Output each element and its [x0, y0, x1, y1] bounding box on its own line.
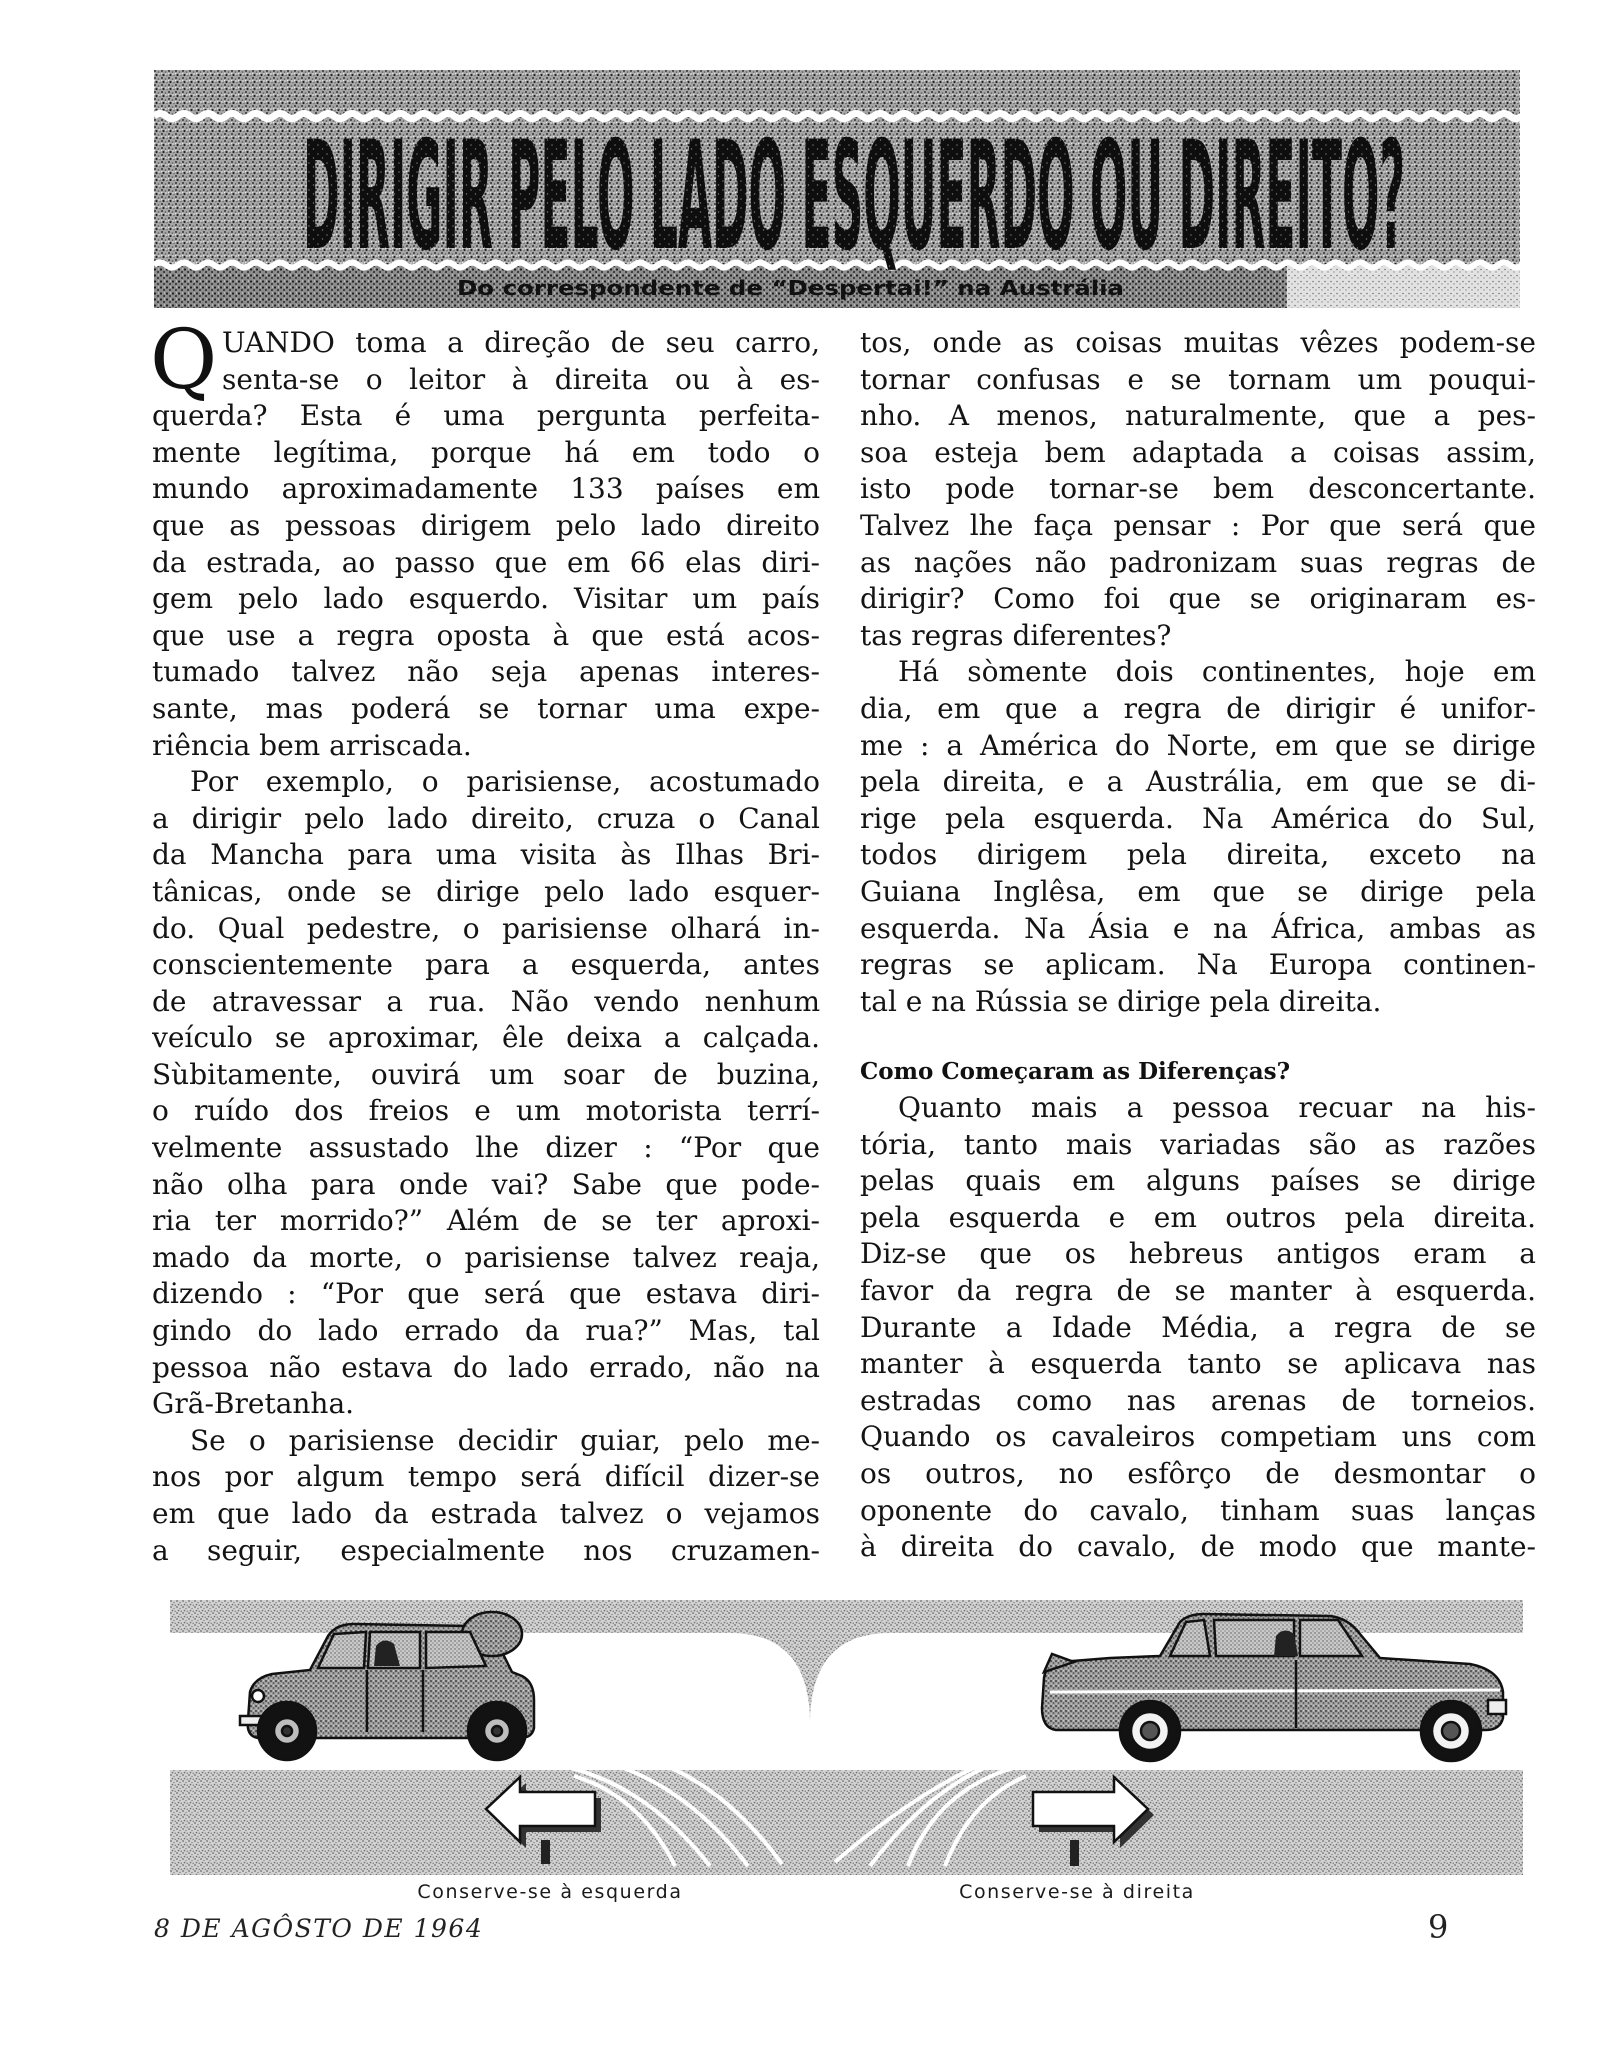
text-line: Por exemplo, o parisiense, acostumado: [190, 765, 820, 799]
text-line: tal e na Rússia se dirige pela direita.: [860, 984, 1382, 1018]
column-left: [152, 325, 820, 1569]
right-arrow-post: [1070, 1840, 1079, 1866]
column-right-top: [860, 325, 1536, 1020]
text-line: em que lado da estrada talvez o vejamos: [152, 1497, 820, 1530]
text-line: Há sòmente dois continentes, hoje em: [898, 655, 1536, 689]
text-line: mente legítima, porque há em todo o: [152, 435, 820, 469]
text-line: Talvez lhe faça pensar : Por que será que: [860, 508, 1536, 542]
text-line: a seguir, especialmente nos cruzamen-: [152, 1533, 820, 1567]
text-line: de atravessar a rua. Não vendo nenhum: [152, 984, 820, 1018]
text-line: ria ter morrido?” Além de se ter aproxi-: [152, 1204, 820, 1238]
text-line: isto pode tornar-se bem desconcertante.: [860, 472, 1536, 506]
left-arrow-post: [541, 1840, 550, 1864]
text-line: regras se aplicam. Na Europa continen-: [860, 948, 1536, 982]
text-line: tos, onde as coisas muitas vêzes podem-se: [860, 326, 1536, 359]
text-line: riência bem arriscada.: [152, 728, 472, 762]
paragraph: [860, 654, 1536, 1020]
paragraph: [860, 1090, 1536, 1566]
text-line: pela esquerda e em outros pela direita.: [860, 1200, 1536, 1234]
text-line: pelas quais em alguns países se dirige: [860, 1164, 1536, 1198]
right-car-chrome-stripe: [1050, 1690, 1500, 1692]
text-line: estradas como nas arenas de torneios.: [860, 1383, 1536, 1417]
text-line: pessoa não estava do lado errado, não na: [152, 1350, 820, 1384]
text-line: tas regras diferentes?: [860, 618, 1172, 652]
text-line: Diz-se que os hebreus antigos eram a: [860, 1237, 1536, 1271]
text-line: não olha para onde vai? Sabe que pode-: [152, 1167, 820, 1201]
paragraph: [152, 1423, 820, 1569]
text-line: Grã-Bretanha.: [152, 1387, 355, 1421]
text-line: tornar confusas e se tornam um pouqui-: [860, 362, 1536, 396]
right-car-front-wheel: [1421, 1701, 1481, 1761]
text-line: nho. A menos, naturalmente, que a pes-: [860, 399, 1536, 433]
left-car-headlight: [252, 1690, 264, 1702]
paragraph: [152, 325, 820, 764]
text-line: Sùbitamente, ouvirá um soar de buzina,: [152, 1057, 820, 1091]
issue-date: 8 DE AGÔSTO DE 1964: [154, 1914, 484, 1943]
column-right-bottom: [860, 1090, 1536, 1566]
text-line: pela direita, e a Austrália, em que se di-: [860, 765, 1536, 799]
right-car-front-bumper: [1488, 1700, 1506, 1714]
text-line: oponente do cavalo, tinham suas lanças: [860, 1493, 1536, 1527]
caption-keep-right: Conserve-se à direita: [959, 1881, 1195, 1903]
text-line: sante, mas poderá se tornar uma expe-: [152, 691, 820, 725]
text-line: favor da regra de se manter à esquerda.: [860, 1273, 1536, 1307]
text-line: UANDO toma a direção de seu carro,: [222, 326, 820, 359]
text-line: Durante a Idade Média, a regra de se: [860, 1310, 1536, 1344]
text-line: os outros, no esfôrço de desmontar o: [860, 1456, 1536, 1490]
text-line: me : a América do Norte, em que se dirige: [860, 728, 1536, 762]
text-line: querda? Esta é uma pergunta perfeita-: [152, 399, 820, 433]
text-line: conscientemente para a esquerda, antes: [152, 948, 820, 982]
text-line: Se o parisiense decidir guiar, pelo me-: [190, 1423, 820, 1457]
text-line: manter à esquerda tanto se aplicava nas: [860, 1347, 1536, 1381]
caption-keep-left: Conserve-se à esquerda: [417, 1881, 683, 1903]
left-car-front-wheel: [258, 1702, 316, 1760]
page-number: 9: [1428, 1908, 1449, 1946]
text-line: gindo do lado errado da rua?” Mas, tal: [152, 1314, 820, 1348]
text-line: velmente assustado lhe dizer : “Por que: [152, 1131, 820, 1165]
drop-cap: Q: [150, 313, 218, 408]
text-line: à direita do cavalo, de modo que mante-: [860, 1530, 1536, 1564]
text-line: mado da morte, o parisiense talvez reaja,: [152, 1240, 820, 1274]
text-line: mundo aproximadamente 133 países em: [152, 472, 820, 506]
text-line: Quanto mais a pessoa recuar na his-: [898, 1091, 1536, 1124]
text-line: esquerda. Na Ásia e na África, ambas as: [860, 911, 1536, 945]
paragraph: [152, 764, 820, 1423]
text-line: as nações não padronizam suas regras de: [860, 545, 1536, 579]
title-banner: [154, 70, 1520, 310]
text-line: Guiana Inglêsa, em que se dirige pela: [860, 874, 1536, 908]
text-line: tória, tanto mais variadas são as razões: [860, 1127, 1536, 1161]
right-car-rear-wheel: [1120, 1701, 1180, 1761]
text-line: do. Qual pedestre, o parisiense olhará in-: [152, 911, 820, 945]
text-line: que as pessoas dirigem pelo lado direito: [152, 508, 820, 542]
text-line: da estrada, ao passo que em 66 elas diri-: [152, 545, 820, 579]
text-line: todos dirigem pela direita, exceto na: [860, 838, 1536, 872]
text-line: nos por algum tempo será difícil dizer-se: [152, 1460, 820, 1494]
article-byline: Do correspondente de “Despertai!” na Austrália: [457, 276, 1124, 300]
text-line: tânicas, onde se dirige pelo lado esquer-: [152, 874, 820, 908]
text-line: dizendo : “Por que será que estava diri-: [152, 1277, 820, 1311]
section-subheading: Como Começaram as Diferenças?: [860, 1058, 1291, 1085]
text-line: o ruído dos freios e um motorista terrí-: [152, 1094, 820, 1128]
text-line: gem pelo lado esquerdo. Visitar um país: [152, 582, 820, 616]
text-line: dia, em que a regra de dirigir é unifor-: [860, 691, 1536, 725]
text-line: senta-se o leitor à direita ou à es-: [222, 362, 820, 396]
text-line: da Mancha para uma visita às Ilhas Bri-: [152, 838, 820, 872]
text-line: veículo se aproximar, êle deixa a calçada.: [152, 1021, 820, 1055]
left-car-rear-wheel: [468, 1702, 526, 1760]
text-line: que use a regra oposta à que está acos-: [152, 618, 820, 652]
article-title: DIRIGIR PELO LADO ESQUERDO OU DIREITO?: [303, 110, 1405, 284]
text-line: dirigir? Como foi que se originaram es-: [860, 582, 1536, 616]
text-line: Quando os cavaleiros competiam uns com: [860, 1420, 1536, 1454]
text-line: tumado talvez não seja apenas interes-: [152, 655, 820, 689]
driving-illustration: [170, 1600, 1523, 1880]
paragraph: [860, 325, 1536, 654]
text-line: rige pela esquerda. Na América do Sul,: [860, 801, 1536, 835]
text-line: soa esteja bem adaptada a coisas assim,: [860, 435, 1536, 469]
text-line: a dirigir pelo lado direito, cruza o Canal: [152, 801, 820, 835]
